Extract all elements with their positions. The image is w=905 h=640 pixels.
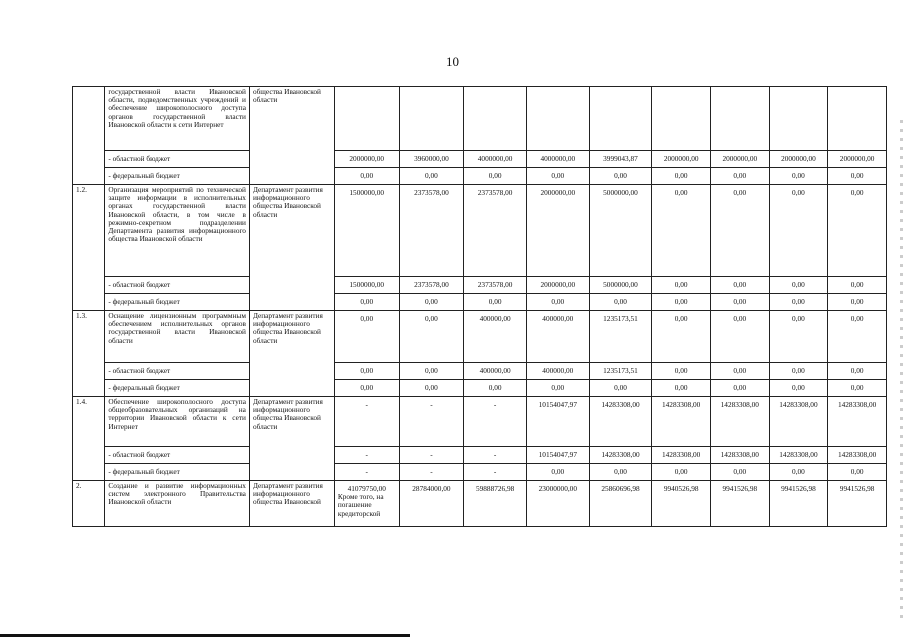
funding-amount: 0,00 (769, 277, 828, 294)
page-number: 10 (446, 54, 459, 69)
funding-amount: 2000000,00 (540, 188, 576, 197)
funding-amount: 0,00 (769, 363, 828, 380)
funding-amount-cell (399, 397, 464, 447)
funding-amount: 0,00 (828, 277, 887, 294)
table-body (73, 87, 887, 527)
row-number (73, 87, 105, 185)
funding-amount: 0,00 (652, 168, 711, 185)
funding-amount: 0,00 (828, 363, 887, 380)
budget-source-label: - федеральный бюджет (105, 380, 250, 397)
funding-amount: 0,00 (399, 363, 464, 380)
funding-amount: 5000000,00 (603, 188, 638, 197)
funding-amount: 23000000,00 (538, 484, 577, 493)
funding-amount-cell (710, 311, 769, 363)
funding-amount: 14283308,00 (779, 400, 818, 409)
funding-amount: - (464, 464, 527, 481)
table-row-program-item (73, 185, 887, 277)
funding-amount: 14283308,00 (601, 400, 640, 409)
funding-amount: 0,00 (792, 188, 805, 197)
funding-amount: 2000000,00 (526, 277, 589, 294)
table-row-budget-source (73, 363, 887, 380)
funding-amount-cell (828, 397, 887, 447)
funding-amount: 0,00 (589, 464, 652, 481)
funding-amount-cell (589, 185, 652, 277)
funding-amount: 2000000,00 (769, 151, 828, 168)
funding-amount: 3999043,87 (589, 151, 652, 168)
funding-amount: 2373578,00 (414, 188, 449, 197)
funding-amount-cell (526, 185, 589, 277)
funding-amount: - (493, 400, 497, 409)
funding-amount: 0,00 (526, 464, 589, 481)
funding-amount: 0,00 (710, 294, 769, 311)
scan-edge (900, 120, 903, 620)
funding-amount: 0,00 (425, 314, 438, 323)
table-row-budget-source (73, 277, 887, 294)
funding-amount: 0,00 (652, 363, 711, 380)
table-row-program-item (73, 397, 887, 447)
funding-amount: 28784000,00 (412, 484, 451, 493)
funding-amount-cell (828, 311, 887, 363)
funding-amount: 14283308,00 (662, 400, 701, 409)
funding-amount: - (334, 447, 399, 464)
funding-amount-cell (710, 481, 769, 527)
funding-amount: - (399, 464, 464, 481)
funding-amount: 9940526,98 (663, 484, 699, 493)
funding-amount: 0,00 (710, 363, 769, 380)
funding-amount-cell (464, 397, 527, 447)
funding-amount: 14283308,00 (652, 447, 711, 464)
program-description: государственной власти Ивановской области, подведомственных учреждений и обеспечение широкополосного доступа органов государственной власти Ивановской области к сети Интернет (105, 87, 250, 151)
funding-amount-cell (526, 87, 589, 151)
funding-amount-cell (652, 481, 711, 527)
funding-amount: 0,00 (828, 464, 887, 481)
funding-amount: 2000000,00 (652, 151, 711, 168)
row-number: 2. (73, 481, 105, 527)
funding-amount-cell (769, 311, 828, 363)
responsible-executor: Департамент развития информационного общества Ивановской области (249, 185, 334, 311)
funding-amount-cell (652, 311, 711, 363)
funding-amount: 3960000,00 (399, 151, 464, 168)
funding-amount: 10154047,97 (538, 400, 577, 409)
funding-amount: 4000000,00 (526, 151, 589, 168)
funding-amount: 14283308,00 (837, 400, 877, 409)
funding-amount-cell (589, 481, 652, 527)
funding-amount: 1500000,00 (349, 188, 385, 197)
funding-amount: 0,00 (360, 314, 374, 323)
funding-amount-cell (652, 397, 711, 447)
row-number: 1.2. (73, 185, 105, 311)
funding-amount: - (334, 464, 399, 481)
funding-amount: 0,00 (710, 464, 769, 481)
funding-amount-cell (334, 311, 399, 363)
funding-amount: 400000,00 (479, 314, 511, 323)
funding-amount-cell (334, 87, 399, 151)
funding-amount: 0,00 (526, 168, 589, 185)
funding-amount: 0,00 (769, 464, 828, 481)
funding-amount: 0,00 (334, 380, 399, 397)
funding-amount-cell (828, 185, 887, 277)
funding-amount-cell (828, 481, 887, 527)
funding-amount: 1500000,00 (334, 277, 399, 294)
funding-amount-cell (652, 185, 711, 277)
funding-amount: 0,00 (526, 294, 589, 311)
funding-amount: 14283308,00 (710, 447, 769, 464)
funding-amount: 0,00 (710, 168, 769, 185)
table-row-program-item (73, 311, 887, 363)
funding-amount: 0,00 (769, 168, 828, 185)
program-description: Оснащение лицензионным программным обеспечением исполнительных органов государственной власти Ивановской области (105, 311, 250, 363)
funding-amount: 9941526,98 (781, 484, 816, 493)
funding-amount-cell (526, 481, 589, 527)
budget-source-label: - федеральный бюджет (105, 168, 250, 185)
funding-amount-cell (589, 397, 652, 447)
funding-amount: 9941526,98 (839, 484, 875, 493)
funding-amount: 0,00 (399, 380, 464, 397)
funding-amount-cell (464, 185, 527, 277)
funding-amount: 2000000,00 (334, 151, 399, 168)
funding-amount: 0,00 (850, 314, 864, 323)
funding-amount: 0,00 (464, 168, 527, 185)
funding-amount: 0,00 (399, 294, 464, 311)
funding-amount-cell (769, 481, 828, 527)
funding-amount-cell (710, 185, 769, 277)
funding-amount: 400000,00 (542, 314, 574, 323)
table-row-budget-source (73, 464, 887, 481)
funding-amount: 14283308,00 (769, 447, 828, 464)
funding-amount: 0,00 (334, 168, 399, 185)
funding-amount: 2000000,00 (828, 151, 887, 168)
funding-amount: 0,00 (733, 188, 747, 197)
program-description: Организация мероприятий по технической защите информации в исполнительных органах государственной власти Ивановской области, в том числе в режимно-секретном подразделении Департамента развития информационного общества Ивановской области (105, 185, 250, 277)
funding-amount: 5000000,00 (589, 277, 652, 294)
funding-amount-cell (769, 87, 828, 151)
funding-amount: 1235173,51 (589, 363, 652, 380)
table-row-program-item (73, 87, 887, 151)
funding-amount-cell (526, 397, 589, 447)
table-row-program-item (73, 481, 887, 527)
funding-amount: 14283308,00 (589, 447, 652, 464)
funding-amount: 0,00 (710, 277, 769, 294)
budget-source-label: - областной бюджет (105, 447, 250, 464)
funding-amount: 0,00 (589, 168, 652, 185)
funding-amount: 9941526,98 (722, 484, 758, 493)
funding-amount: 1235173,51 (603, 314, 638, 323)
funding-amount: 0,00 (652, 277, 711, 294)
funding-amount-cell (399, 185, 464, 277)
responsible-executor: Департамент развития информационного общества Ивановской (249, 481, 334, 527)
funding-amount-cell (710, 87, 769, 151)
responsible-executor: Департамент развития информационного общества Ивановской области (249, 311, 334, 397)
funding-amount: 0,00 (334, 294, 399, 311)
funding-amount: 0,00 (589, 294, 652, 311)
budget-source-label: - областной бюджет (105, 151, 250, 168)
scan-bottom-line (0, 634, 410, 637)
funding-amount-cell (589, 311, 652, 363)
funding-amount: 0,00 (733, 314, 747, 323)
funding-amount: - (399, 447, 464, 464)
program-description: Обеспечение широкополосного доступа общеобразовательных организаций на территории Ивановской области к сети Интернет (105, 397, 250, 447)
budget-source-label: - федеральный бюджет (105, 464, 250, 481)
table-row-budget-source (73, 294, 887, 311)
funding-amount: 4000000,00 (464, 151, 527, 168)
funding-amount: 400000,00 (464, 363, 527, 380)
funding-amount-cell (464, 311, 527, 363)
budget-source-label: - федеральный бюджет (105, 294, 250, 311)
funding-amount: - (365, 400, 368, 409)
funding-amount: 0,00 (710, 380, 769, 397)
funding-amount: 0,00 (674, 314, 688, 323)
table-row-budget-source (73, 168, 887, 185)
funding-amount-cell (526, 311, 589, 363)
table-row-budget-source (73, 447, 887, 464)
funding-amount: - (430, 400, 433, 409)
funding-amount: 0,00 (850, 188, 864, 197)
funding-amount-cell (399, 481, 464, 527)
funding-amount: 2373578,00 (477, 188, 513, 197)
funding-amount: 0,00 (769, 294, 828, 311)
funding-amount-cell (769, 185, 828, 277)
funding-amount: 0,00 (652, 294, 711, 311)
budget-source-label: - областной бюджет (105, 363, 250, 380)
budget-table (72, 86, 887, 527)
funding-amount: 400000,00 (526, 363, 589, 380)
funding-amount: 14283308,00 (828, 447, 887, 464)
funding-amount: 0,00 (526, 380, 589, 397)
funding-note: Кроме того, на погашение кредиторской (337, 492, 384, 518)
funding-amount: 0,00 (769, 380, 828, 397)
funding-amount: 2373578,00 (464, 277, 527, 294)
budget-source-label: - областной бюджет (105, 277, 250, 294)
funding-amount: 14283308,00 (720, 400, 759, 409)
funding-amount-cell (399, 87, 464, 151)
funding-amount: 10154047,97 (526, 447, 589, 464)
funding-amount: 0,00 (464, 380, 527, 397)
funding-amount-cell (464, 481, 527, 527)
table-row-budget-source (73, 151, 887, 168)
funding-amount: 0,00 (828, 168, 887, 185)
responsible-executor: Департамент развития информационного общества Ивановской области (249, 397, 334, 481)
funding-amount: - (464, 447, 527, 464)
program-description: Создание и развитие информационных систем электронного Правительства Ивановской области (105, 481, 250, 527)
funding-amount: 59888726,98 (475, 484, 515, 493)
funding-amount: 41079750,00 (347, 484, 386, 493)
funding-amount: 0,00 (792, 314, 805, 323)
funding-amount: 0,00 (652, 464, 711, 481)
funding-amount: 25860696,98 (601, 484, 640, 493)
funding-amount: 0,00 (652, 380, 711, 397)
funding-amount-cell (334, 185, 399, 277)
funding-amount-cell (399, 311, 464, 363)
funding-amount: 0,00 (828, 380, 887, 397)
funding-amount: 0,00 (589, 380, 652, 397)
funding-amount-cell (464, 87, 527, 151)
funding-amount: 0,00 (464, 294, 527, 311)
table-row-budget-source (73, 380, 887, 397)
funding-amount-cell (769, 397, 828, 447)
funding-amount-cell (334, 481, 399, 527)
row-number: 1.4. (73, 397, 105, 481)
funding-amount: 0,00 (674, 188, 688, 197)
funding-amount: 0,00 (828, 294, 887, 311)
funding-amount-cell (334, 397, 399, 447)
funding-amount: 0,00 (334, 363, 399, 380)
funding-amount: 2373578,00 (399, 277, 464, 294)
responsible-executor: общества Ивановской области (249, 87, 334, 185)
row-number: 1.3. (73, 311, 105, 397)
funding-amount-cell (652, 87, 711, 151)
funding-amount-cell (828, 87, 887, 151)
funding-amount: 2000000,00 (710, 151, 769, 168)
funding-amount: 0,00 (399, 168, 464, 185)
funding-amount-cell (710, 397, 769, 447)
funding-amount-cell (589, 87, 652, 151)
